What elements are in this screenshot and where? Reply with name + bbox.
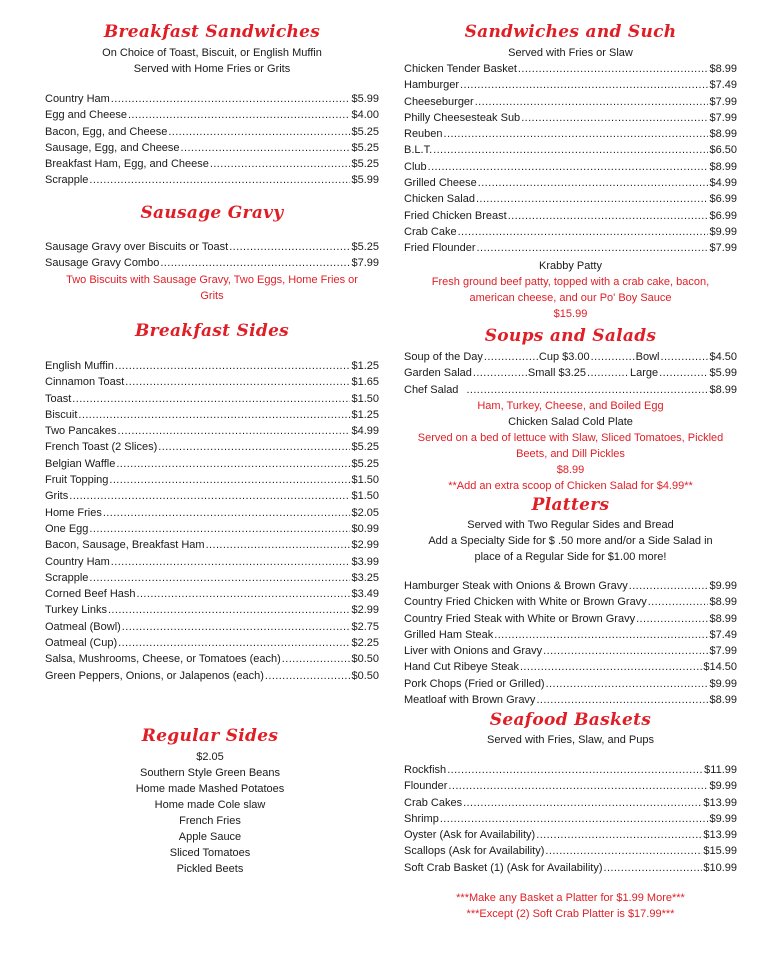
- menu-item-row: [404, 142, 737, 158]
- leader-dots: [89, 172, 350, 188]
- menu-item-price: $10.99: [703, 861, 737, 874]
- leader-dots: [587, 365, 629, 381]
- menu-item-name: Green Peppers, Onions, or Jalapenos (each): [45, 669, 264, 682]
- menu-item-name: Rockfish: [404, 764, 447, 776]
- menu-item-row: [404, 191, 737, 207]
- leader-dots: [545, 843, 702, 859]
- menu-item-row: [45, 537, 379, 553]
- menu-item-row: [45, 140, 379, 156]
- menu-item-name: English Muffin: [45, 360, 114, 372]
- leader-dots: [265, 668, 351, 684]
- seafood-platter-note: ***Make any Basket a Platter for $1.99 More***: [456, 892, 685, 905]
- menu-item-row: [45, 570, 379, 586]
- soup-of-day-row: [404, 349, 737, 365]
- menu-item-price: $13.99: [703, 829, 737, 842]
- leader-dots: [543, 643, 708, 659]
- soups-heading: Soups and Salads: [484, 326, 657, 346]
- menu-item-name: Fried Flounder: [404, 242, 476, 255]
- regular-sides-price: $2.05: [196, 751, 224, 763]
- leader-dots: [661, 349, 709, 365]
- menu-item-name: Cinnamon Toast: [45, 376, 125, 389]
- menu-item-price: $7.99: [709, 111, 737, 124]
- menu-item-row: [45, 124, 379, 140]
- leader-dots: [476, 191, 709, 207]
- menu-item-row: [404, 795, 737, 811]
- menu-item-price: $3.49: [351, 588, 379, 601]
- menu-item-row: [45, 488, 379, 504]
- menu-item-row: [45, 521, 379, 537]
- menu-item-name: Flounder: [404, 780, 448, 793]
- leader-dots: [158, 439, 350, 455]
- menu-item-name: Toast: [45, 392, 72, 405]
- sausage-gravy-heading: Sausage Gravy: [140, 203, 284, 223]
- menu-item-name: Sausage Gravy Combo: [45, 257, 160, 270]
- menu-item-price: $8.99: [709, 160, 737, 173]
- menu-item-row: [45, 472, 379, 488]
- menu-item-row: [45, 407, 379, 423]
- krabby-patty-description: Fresh ground beef patty, topped with a crab cake, bacon, american cheese, and our Po' Boy Sauce: [431, 275, 710, 304]
- menu-item-row: [45, 107, 379, 123]
- menu-item-row: [404, 159, 737, 175]
- menu-item-row: [404, 778, 737, 794]
- sausage-gravy-list: [45, 239, 379, 272]
- leader-dots: [466, 382, 708, 398]
- menu-item-name: Cheeseburger: [404, 95, 474, 108]
- sandwiches-note: Served with Fries or Slaw: [508, 47, 633, 59]
- menu-item-name: Crab Cakes: [404, 796, 463, 809]
- menu-item-row: [45, 391, 379, 407]
- menu-item-price: $13.99: [703, 796, 737, 809]
- leader-dots: [128, 107, 351, 123]
- menu-item-name: Grits: [45, 490, 69, 503]
- menu-item-name: Chicken Salad: [404, 193, 475, 206]
- seafood-section: [404, 710, 737, 922]
- side-item: French Fries: [179, 815, 241, 827]
- menu-item-row: [404, 659, 737, 675]
- menu-item-name: Country Fried Steak with White or Brown Gravy: [404, 612, 636, 625]
- leader-dots: [440, 811, 709, 827]
- chicken-salad-cold-plate: Chicken Salad Cold Plate: [508, 415, 633, 428]
- menu-item-price: $1.50: [351, 490, 379, 503]
- menu-item-name: Biscuit: [45, 408, 78, 421]
- menu-item-row: [404, 843, 737, 859]
- leader-dots: [122, 619, 351, 635]
- menu-item-price: $3.99: [351, 555, 379, 568]
- leader-dots: [111, 91, 351, 107]
- menu-item-price: $1.65: [351, 376, 379, 389]
- menu-item-row: [45, 239, 379, 255]
- leader-dots: [433, 142, 708, 158]
- sandwiches-heading: Sandwiches and Such: [464, 22, 677, 42]
- leader-dots: [108, 602, 351, 618]
- menu-item-price: $2.25: [351, 637, 379, 650]
- menu-item-price: $0.99: [351, 522, 379, 535]
- leader-dots: [428, 159, 709, 175]
- leader-dots: [659, 365, 708, 381]
- menu-item-row: [404, 61, 737, 77]
- menu-item-price: $4.99: [709, 177, 737, 190]
- breakfast-sandwiches-list: [45, 91, 379, 189]
- krabby-patty-title: Krabby Patty: [539, 259, 602, 272]
- chef-salad-price: $8.99: [709, 383, 737, 396]
- menu-item-name: Hamburger: [404, 79, 460, 92]
- leader-dots: [518, 61, 709, 77]
- menu-item-name: Shrimp: [404, 812, 439, 825]
- side-item: Southern Style Green Beans: [139, 767, 281, 779]
- menu-item-price: $8.99: [709, 694, 737, 707]
- menu-item-name: Grilled Cheese: [404, 177, 477, 190]
- cold-plate-price: $8.99: [556, 463, 585, 476]
- menu-item-name: Oatmeal (Bowl): [45, 620, 121, 633]
- menu-item-price: $6.99: [709, 193, 737, 206]
- menu-item-price: $4.00: [351, 109, 379, 122]
- menu-item-name: Fried Chicken Breast: [404, 209, 507, 222]
- menu-item-name: Hand Cut Ribeye Steak: [404, 661, 519, 674]
- menu-item-row: [404, 611, 737, 627]
- menu-item-price: $6.99: [709, 209, 737, 222]
- leader-dots: [463, 795, 702, 811]
- leader-dots: [168, 124, 350, 140]
- leader-dots: [282, 651, 351, 667]
- breakfast-sandwiches-heading: Breakfast Sandwiches: [103, 22, 321, 42]
- menu-item-name: Belgian Waffle: [45, 457, 116, 470]
- menu-item-price: $14.50: [703, 661, 737, 674]
- chef-salad-description: Ham, Turkey, Cheese, and Boiled Egg: [477, 399, 664, 412]
- leader-dots: [69, 488, 350, 504]
- sandwiches-section: [404, 22, 737, 322]
- seafood-list: [404, 762, 737, 876]
- menu-item-price: $9.99: [709, 677, 737, 690]
- sausage-gravy-combo-note: Two Biscuits with Sausage Gravy, Two Eggs, Home Fries or Grits: [66, 273, 358, 302]
- menu-item-row: [45, 554, 379, 570]
- menu-item-row: [404, 860, 737, 876]
- menu-item-price: $2.99: [351, 539, 379, 552]
- breakfast-sides-heading: Breakfast Sides: [134, 321, 290, 341]
- menu-item-name: Two Pancakes: [45, 425, 117, 438]
- menu-item-price: $2.75: [351, 620, 379, 633]
- seafood-note: Served with Fries, Slaw, and Pups: [487, 734, 654, 746]
- menu-item-row: [45, 172, 379, 188]
- menu-item-name: Scallops (Ask for Availability): [404, 845, 545, 858]
- leader-dots: [636, 611, 708, 627]
- leader-dots: [210, 156, 351, 172]
- leader-dots: [89, 521, 350, 537]
- regular-sides-list: [85, 765, 335, 877]
- menu-item-row: [404, 175, 737, 191]
- menu-item-price: $5.25: [351, 441, 379, 454]
- menu-item-name: Hamburger Steak with Onions & Brown Gravy: [404, 580, 628, 592]
- platters-list: [404, 578, 737, 708]
- menu-item-name: Country Ham: [45, 93, 110, 105]
- menu-item-name: Home Fries: [45, 506, 102, 519]
- menu-item-row: [404, 827, 737, 843]
- leader-dots: [648, 594, 709, 610]
- menu-item-row: [404, 643, 737, 659]
- breakfast-sides-section: [45, 321, 379, 684]
- menu-item-name: Pork Chops (Fried or Grilled): [404, 677, 545, 690]
- menu-item-price: $9.99: [709, 780, 737, 793]
- menu-item-price: $8.99: [709, 128, 737, 141]
- menu-item-name: Chicken Tender Basket: [404, 63, 517, 75]
- menu-item-row: [45, 586, 379, 602]
- leader-dots: [125, 374, 350, 390]
- menu-item-price: $1.50: [351, 474, 379, 487]
- menu-item-row: [404, 94, 737, 110]
- side-item: Home made Mashed Potatoes: [135, 783, 285, 795]
- garden-salad-row: [404, 365, 737, 381]
- menu-item-name: Country Ham: [45, 555, 110, 568]
- menu-item-price: $1.25: [351, 408, 379, 421]
- menu-item-price: $15.99: [703, 845, 737, 858]
- menu-item-price: $1.50: [351, 392, 379, 405]
- leader-dots: [111, 554, 351, 570]
- menu-item-row: [404, 676, 737, 692]
- menu-item-name: Crab Cake: [404, 225, 457, 238]
- menu-item-row: [45, 439, 379, 455]
- leader-dots: [475, 94, 709, 110]
- soft-crab-platter-note: ***Except (2) Soft Crab Platter is $17.99***: [466, 908, 675, 921]
- leader-dots: [520, 659, 702, 675]
- menu-item-name: Grilled Ham Steak: [404, 628, 494, 641]
- menu-item-price: $7.99: [709, 645, 737, 658]
- leader-dots: [629, 578, 709, 594]
- menu-item-name: Meatloaf with Brown Gravy: [404, 694, 536, 707]
- leader-dots: [508, 208, 709, 224]
- menu-item-price: $0.50: [351, 653, 379, 666]
- leader-dots: [478, 175, 709, 191]
- breakfast-sandwiches-note: On Choice of Toast, Biscuit, or English Muffin: [102, 47, 322, 59]
- menu-item-row: [45, 602, 379, 618]
- soup-bowl: Bowl: [635, 351, 660, 363]
- menu-item-price: $11.99: [704, 764, 737, 776]
- leader-dots: [521, 110, 708, 126]
- menu-item-name: Philly Cheesesteak Sub: [404, 111, 521, 124]
- menu-item-price: $9.99: [709, 580, 737, 592]
- menu-item-row: [404, 240, 737, 256]
- menu-item-price: $7.99: [709, 95, 737, 108]
- menu-item-row: [45, 91, 379, 107]
- menu-item-price: $8.99: [709, 612, 737, 625]
- menu-item-name: Salsa, Mushrooms, Cheese, or Tomatoes (each): [45, 653, 281, 666]
- leader-dots: [473, 365, 527, 381]
- leader-dots: [229, 239, 350, 255]
- menu-item-row: [404, 627, 737, 643]
- soup-name: Soup of the Day: [404, 351, 483, 363]
- menu-item-price: $2.05: [351, 506, 379, 519]
- menu-item-price: $5.25: [351, 457, 379, 470]
- menu-item-price: $5.25: [351, 158, 379, 171]
- leader-dots: [591, 349, 635, 365]
- menu-item-row: [404, 77, 737, 93]
- leader-dots: [78, 407, 350, 423]
- menu-item-price: $3.25: [351, 571, 379, 584]
- leader-dots: [536, 827, 702, 843]
- soup-cup: Cup $3.00: [538, 351, 590, 363]
- menu-item-name: Oyster (Ask for Availability): [404, 829, 536, 842]
- leader-dots: [494, 627, 708, 643]
- soup-price: $4.50: [709, 351, 737, 363]
- menu-item-row: [45, 619, 379, 635]
- menu-item-name: Corned Beef Hash: [45, 588, 136, 601]
- menu-item-row: [404, 208, 737, 224]
- leader-dots: [115, 358, 351, 374]
- menu-item-name: Bacon, Sausage, Breakfast Ham: [45, 539, 205, 552]
- leader-dots: [116, 456, 350, 472]
- menu-item-price: $5.25: [351, 141, 379, 154]
- menu-item-name: French Toast (2 Slices): [45, 441, 158, 454]
- menu-item-price: $7.99: [351, 257, 379, 270]
- menu-item-price: $4.99: [351, 425, 379, 438]
- menu-item-row: [404, 692, 737, 708]
- menu-item-price: $5.25: [351, 125, 379, 138]
- menu-item-price: $6.50: [709, 144, 737, 157]
- menu-item-name: Turkey Links: [45, 604, 107, 617]
- leader-dots: [477, 240, 709, 256]
- menu-item-row: [45, 374, 379, 390]
- side-item: Pickled Beets: [176, 863, 244, 875]
- side-item: Sliced Tomatoes: [169, 847, 251, 859]
- sandwiches-list: [404, 61, 737, 257]
- leader-dots: [206, 537, 351, 553]
- menu-item-price: $2.99: [351, 604, 379, 617]
- menu-item-price: $9.99: [709, 225, 737, 238]
- menu-item-row: [404, 578, 737, 594]
- menu-item-name: Scrapple: [45, 174, 89, 187]
- menu-item-price: $5.99: [351, 174, 379, 187]
- leader-dots: [603, 860, 702, 876]
- menu-item-name: Soft Crab Basket (1) (Ask for Availability): [404, 861, 603, 874]
- menu-item-name: Sausage, Egg, and Cheese: [45, 141, 180, 154]
- menu-item-row: [45, 505, 379, 521]
- menu-item-name: Country Fried Chicken with White or Brown Gravy: [404, 596, 647, 609]
- extra-scoop-note: **Add an extra scoop of Chicken Salad for $4.99**: [448, 479, 693, 492]
- menu-item-price: $7.49: [709, 628, 737, 641]
- leader-dots: [181, 140, 351, 156]
- chef-salad-row: [404, 382, 737, 398]
- side-item: Apple Sauce: [178, 831, 242, 843]
- menu-item-name: Fruit Topping: [45, 474, 109, 487]
- menu-item-row: [45, 358, 379, 374]
- garden-salad-name: Garden Salad: [404, 367, 472, 380]
- menu-item-row: [404, 594, 737, 610]
- menu-item-name: Oatmeal (Cup): [45, 637, 118, 650]
- chef-salad-name: Chef Salad: [404, 383, 459, 396]
- menu-item-name: One Egg: [45, 522, 89, 535]
- menu-item-price: $8.99: [709, 596, 737, 609]
- menu-item-name: Reuben: [404, 128, 443, 141]
- seafood-heading: Seafood Baskets: [489, 710, 652, 730]
- side-item: Home made Cole slaw: [154, 799, 266, 811]
- menu-item-row: [404, 224, 737, 240]
- regular-sides-section: [85, 726, 335, 877]
- leader-dots: [72, 391, 350, 407]
- menu-item-price: $9.99: [709, 812, 737, 825]
- menu-item-price: $7.49: [709, 79, 737, 92]
- menu-item-name: Liver with Onions and Gravy: [404, 645, 543, 658]
- menu-item-row: [404, 110, 737, 126]
- menu-item-name: B.L.T.: [404, 144, 433, 157]
- leader-dots: [118, 635, 350, 651]
- platters-specialty-note: Add a Specialty Side for $ .50 more and/or a Side Salad in place of a Regular Side for $1.00 more!: [428, 535, 713, 563]
- cold-plate-description: Served on a bed of lettuce with Slaw, Sliced Tomatoes, Pickled Beets, and Dill Pickles: [417, 431, 724, 460]
- leader-dots: [109, 472, 350, 488]
- leader-dots: [546, 676, 709, 692]
- leader-dots: [484, 349, 538, 365]
- menu-item-row: [45, 651, 379, 667]
- garden-salad-large: Large: [629, 367, 659, 380]
- leader-dots: [460, 77, 708, 93]
- menu-item-row: [45, 456, 379, 472]
- menu-item-price: $8.99: [709, 63, 737, 75]
- platters-heading: Platters: [531, 495, 610, 515]
- leader-dots: [89, 570, 350, 586]
- leader-dots: [448, 778, 708, 794]
- menu-item-price: $0.50: [351, 669, 379, 682]
- leader-dots: [444, 126, 709, 142]
- breakfast-sandwiches-note-2: Served with Home Fries or Grits: [133, 63, 291, 75]
- breakfast-sides-list: [45, 358, 379, 684]
- menu-item-row: [45, 423, 379, 439]
- leader-dots: [137, 586, 351, 602]
- soups-section: [404, 326, 737, 494]
- menu-item-row: [45, 668, 379, 684]
- sausage-gravy-section: [45, 203, 379, 304]
- menu-item-price: $5.25: [351, 241, 379, 253]
- menu-item-row: [404, 811, 737, 827]
- leader-dots: [118, 423, 351, 439]
- left-column: [45, 22, 379, 189]
- platters-section: [404, 495, 737, 708]
- menu-item-price: $7.99: [709, 242, 737, 255]
- menu-item-name: Bacon, Egg, and Cheese: [45, 125, 168, 138]
- menu-item-name: Egg and Cheese: [45, 109, 127, 122]
- garden-salad-price: $5.99: [709, 367, 737, 380]
- menu-item-price: $5.99: [351, 93, 379, 105]
- menu-item-row: [45, 255, 379, 271]
- menu-item-row: [45, 635, 379, 651]
- menu-item-row: [404, 762, 737, 778]
- platters-note: Served with Two Regular Sides and Bread: [467, 519, 674, 531]
- regular-sides-heading: Regular Sides: [141, 726, 279, 746]
- menu-item-row: [404, 126, 737, 142]
- leader-dots: [447, 762, 703, 778]
- leader-dots: [103, 505, 351, 521]
- menu-item-row: [45, 156, 379, 172]
- leader-dots: [160, 255, 350, 271]
- menu-item-name: Sausage Gravy over Biscuits or Toast: [45, 241, 229, 253]
- menu-item-name: Club: [404, 160, 427, 173]
- menu-item-price: $1.25: [351, 360, 379, 372]
- menu-item-name: Scrapple: [45, 571, 89, 584]
- leader-dots: [458, 224, 709, 240]
- krabby-patty-price: $15.99: [553, 307, 588, 320]
- menu-item-name: Breakfast Ham, Egg, and Cheese: [45, 158, 209, 171]
- leader-dots: [536, 692, 708, 708]
- garden-salad-small: Small $3.25: [527, 367, 586, 380]
